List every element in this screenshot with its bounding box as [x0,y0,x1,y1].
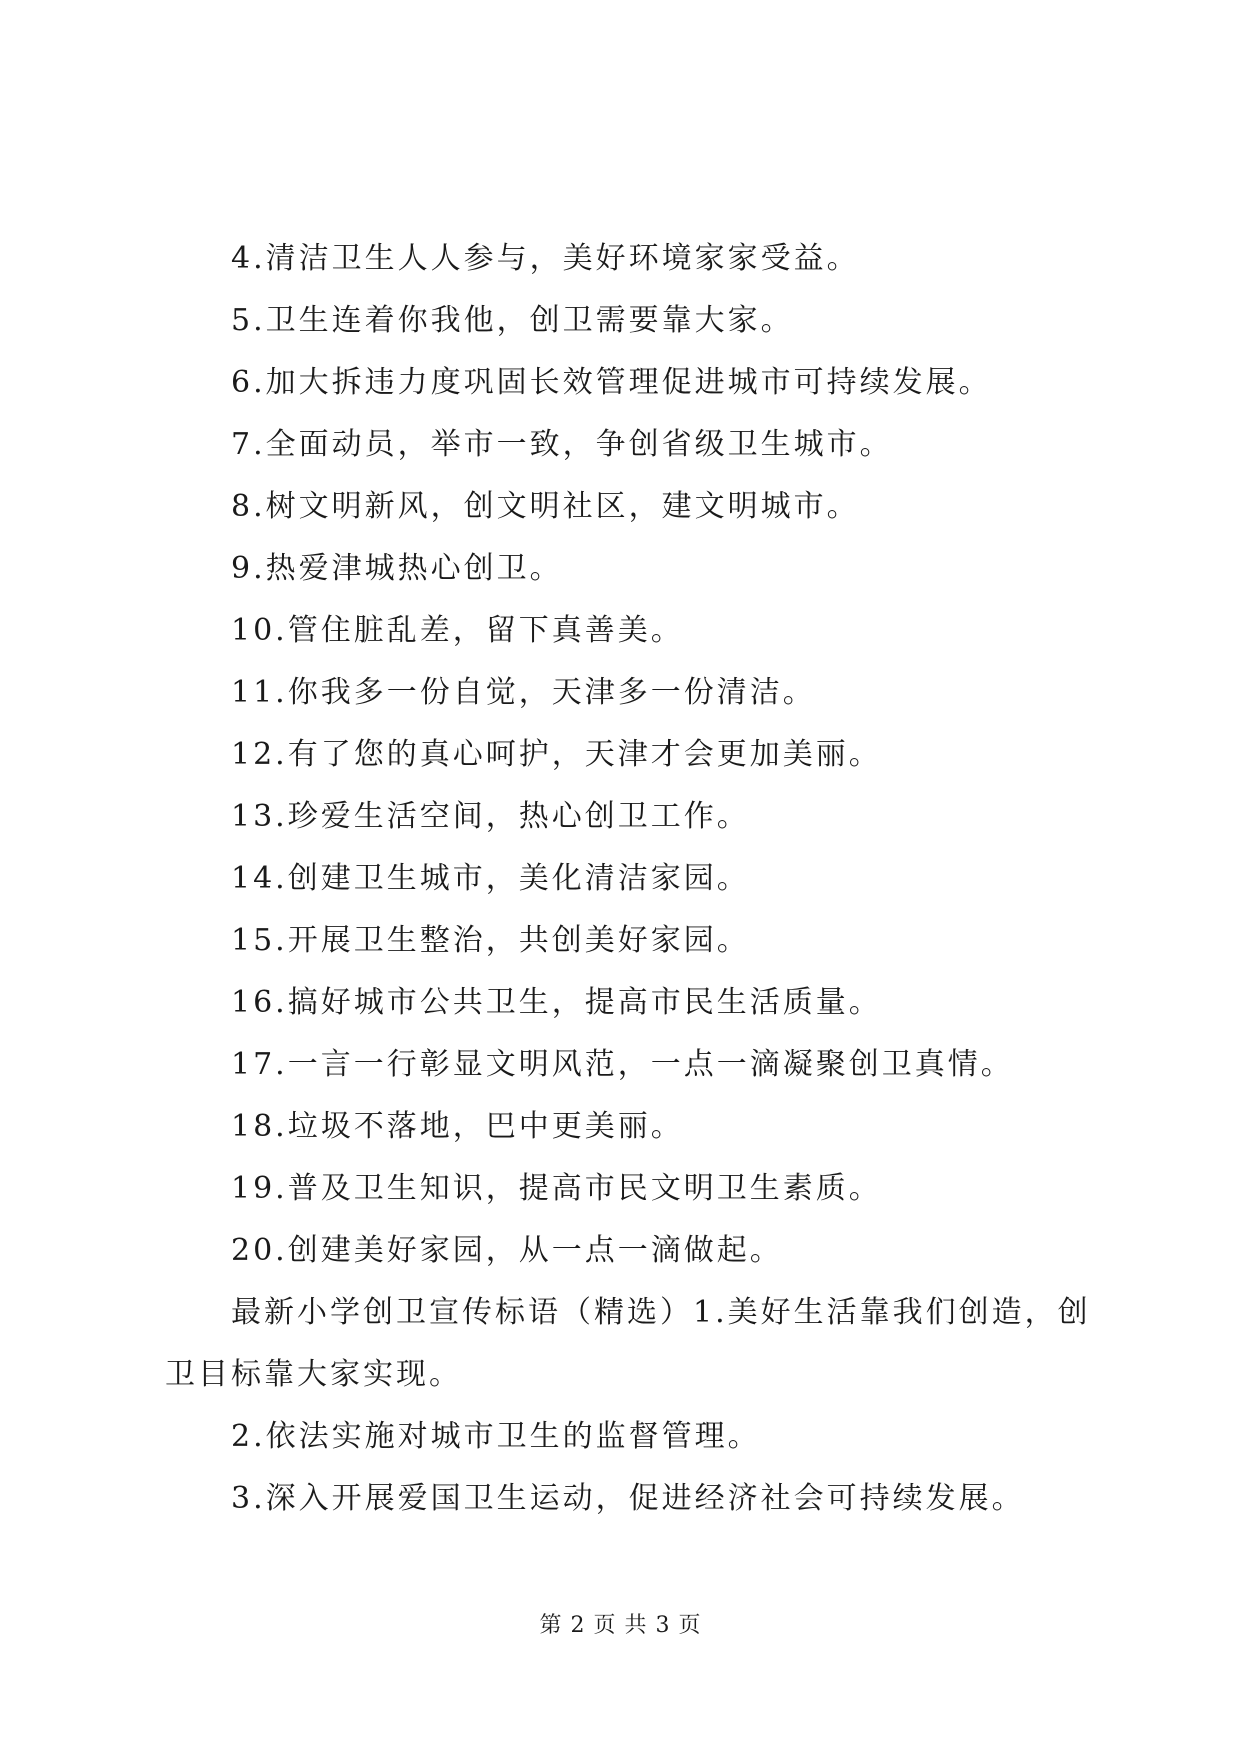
slogan-line: 17.一言一行彰显文明风范，一点一滴凝聚创卫真情。 [231,1047,1014,1082]
page-footer: 第 2 页 共 3 页 [539,1613,702,1638]
section-paragraph-line: 卫目标靠大家实现。 [165,1357,462,1392]
slogan-line: 7.全面动员，举市一致，争创省级卫生城市。 [231,427,893,462]
section-paragraph-line: 最新小学创卫宣传标语（精选）1.美好生活靠我们创造，创 [231,1295,1091,1330]
slogan-line: 15.开展卫生整治，共创美好家园。 [231,923,750,958]
document-body [165,228,1091,1530]
slogan-line: 20.创建美好家园，从一点一滴做起。 [231,1233,783,1268]
slogan-line: 16.搞好城市公共卫生，提高市民生活质量。 [231,985,882,1020]
slogan-line: 8.树文明新风，创文明社区，建文明城市。 [231,489,860,524]
slogan-line: 6.加大拆违力度巩固长效管理促进城市可持续发展。 [231,365,992,400]
slogan-line: 13.珍爱生活空间，热心创卫工作。 [231,799,750,834]
slogan-line: 5.卫生连着你我他，创卫需要靠大家。 [231,303,794,338]
slogan-line: 9.热爱津城热心创卫。 [231,551,563,586]
slogan-line: 3.深入开展爱国卫生运动，促进经济社会可持续发展。 [231,1481,1025,1516]
slogan-line: 12.有了您的真心呵护，天津才会更加美丽。 [231,737,882,772]
slogan-line: 14.创建卫生城市，美化清洁家园。 [231,861,750,896]
slogan-line: 4.清洁卫生人人参与，美好环境家家受益。 [231,241,860,276]
slogan-line: 10.管住脏乱差，留下真善美。 [231,613,684,648]
slogan-line: 19.普及卫生知识，提高市民文明卫生素质。 [231,1171,882,1206]
slogan-line: 11.你我多一份自觉，天津多一份清洁。 [231,675,816,710]
slogan-line: 18.垃圾不落地，巴中更美丽。 [231,1109,684,1144]
slogan-line: 2.依法实施对城市卫生的监督管理。 [231,1419,761,1454]
section-paragraph [165,1282,1091,1406]
